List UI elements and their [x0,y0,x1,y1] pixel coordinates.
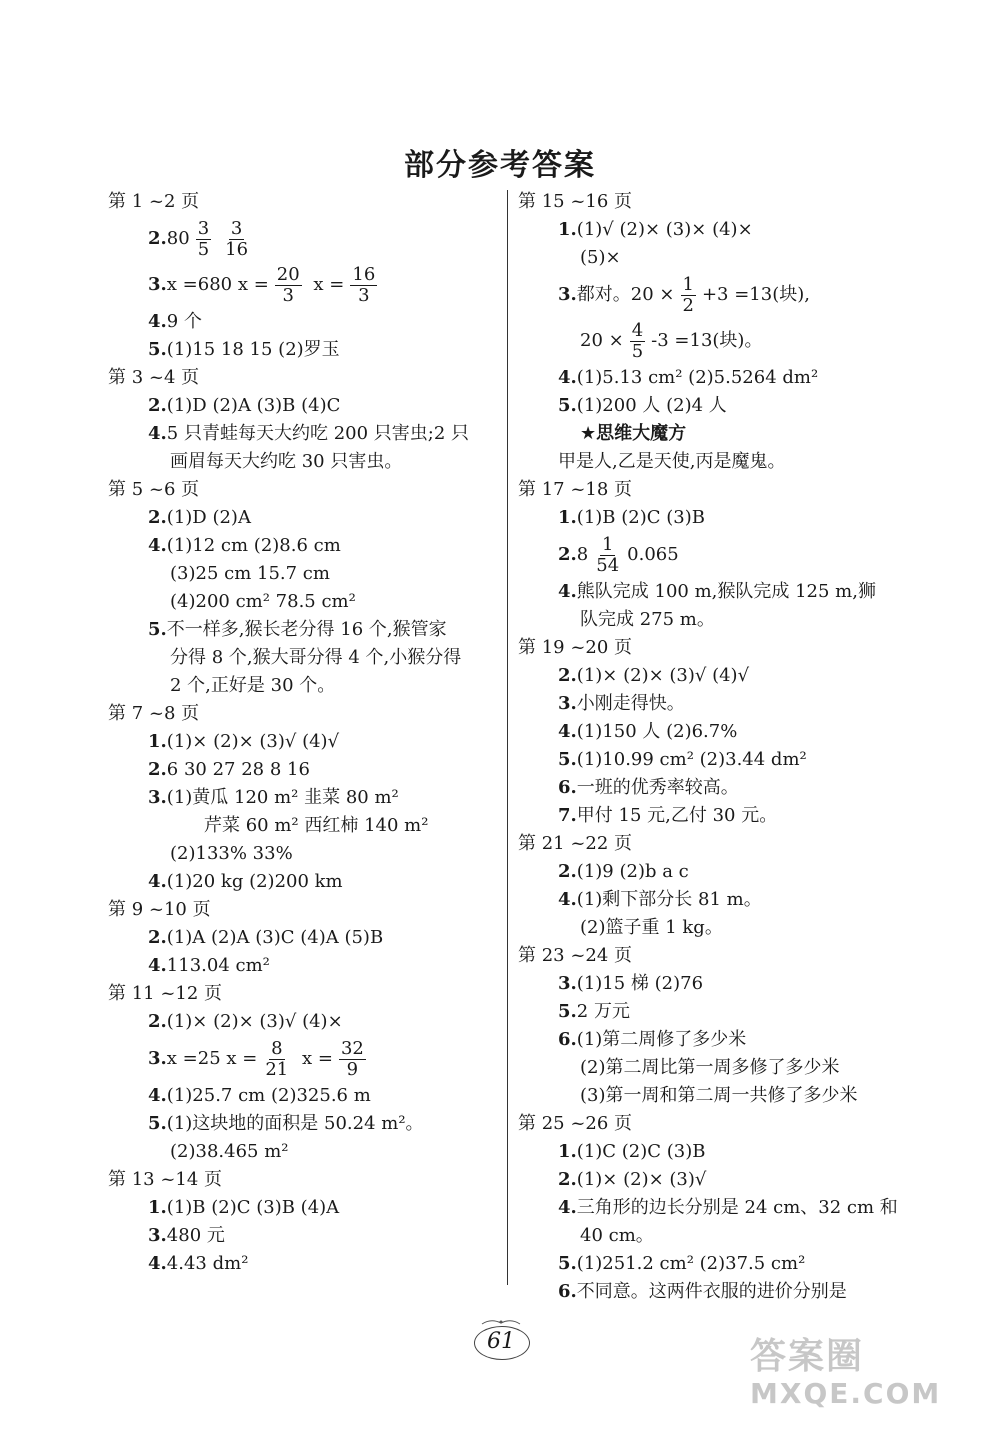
answer-line [518,578,918,606]
page-number: 61 [487,1329,515,1354]
answer-text: 5 只青蛙每天大约吃 200 只害虫;2 只 [166,423,470,444]
answer-text: (1)A (2)A (3)C (4)A (5)B [166,927,384,948]
answer-line [108,924,500,952]
section-heading: ★思维大魔方 [580,423,687,444]
answer-line [108,952,500,980]
answer-text: 8 [576,544,589,565]
question-number: 2. [148,927,167,948]
question-number: 3. [148,787,167,808]
answer-line [518,802,918,830]
answer-line [518,1166,918,1194]
answer-text: x =680 x = [166,274,269,295]
answer-line [108,1008,500,1036]
answer-text: (1)150 人 (2)6.7% [576,721,738,742]
numerator: 3 [230,217,243,239]
question-number: 4. [148,1253,167,1274]
answer-text: (1)第二周修了多少米 [576,1029,747,1050]
answer-text: 80 [166,228,190,249]
question-number: 5. [558,395,577,416]
answer-text: 都对。20 × [576,284,675,305]
answer-text: (1)B (2)C (3)B [576,507,705,528]
answer-line [108,336,500,364]
answer-line [518,216,918,244]
numerator: 20 [276,263,300,285]
question-number: 5. [558,1001,577,1022]
answer-line [108,1082,500,1110]
answer-line [108,1250,500,1278]
question-number: 2. [558,1169,577,1190]
answer-text: (1)10.99 cm² (2)3.44 dm² [576,749,807,770]
column-divider [507,190,508,1285]
answer-text: (1)剩下部分长 81 m。 [576,889,762,910]
fraction [275,265,302,306]
answer-text: (1)5.13 cm² (2)5.5264 dm² [576,367,819,388]
question-number: 2. [558,665,577,686]
question-number: 3. [558,284,577,305]
question-number: 4. [558,581,577,602]
answer-text: (1)C (2)C (3)B [576,1141,706,1162]
answer-line: (5)× [580,247,621,268]
question-number: 2. [558,544,577,565]
answer-line [518,1138,918,1166]
answer-text: (1)这块地的面积是 50.24 m²。 [166,1113,424,1134]
page-range-heading: 第 7 ~8 页 [108,703,200,724]
fraction [630,321,645,362]
question-number: 5. [148,1113,167,1134]
question-number: 6. [558,1281,577,1302]
answer-line [108,262,500,308]
page-range-heading: 第 5 ~6 页 [108,479,200,500]
answer-line: 分得 8 个,猴大哥分得 4 个,小猴分得 [170,647,462,668]
answer-line [518,718,918,746]
answer-text: x = [296,1048,333,1069]
question-number: 6. [558,1029,577,1050]
answer-line [108,728,500,756]
answer-line: 队完成 275 m。 [580,609,715,630]
answer-line: (3)第一周和第二周一共修了多少米 [580,1085,858,1106]
question-number: 2. [148,1011,167,1032]
question-number: 2. [148,228,167,249]
fraction [681,275,696,316]
answer-line [108,756,500,784]
answer-text: (1)× (2)× (3)√ (4)√ [576,665,750,686]
left-answer-column [108,188,500,1278]
question-number: 4. [148,311,167,332]
question-number: 3. [558,693,577,714]
answer-text: (1)25.7 cm (2)325.6 m [166,1085,371,1106]
numerator: 3 [197,217,210,239]
answer-text: (1)B (2)C (3)B (4)A [166,1197,340,1218]
question-number: 5. [148,339,167,360]
answer-text: x = [307,274,345,295]
answer-text: 不同意。这两件衣服的进价分别是 [576,1281,847,1302]
answer-text: +3 =13(块), [701,284,810,305]
answer-text: 三角形的边长分别是 24 cm、32 cm 和 [576,1197,898,1218]
page-range-heading: 第 15 ~16 页 [518,191,633,212]
answer-text: (1)251.2 cm² (2)37.5 cm² [576,1253,806,1274]
answer-line [518,1278,918,1306]
answer-line [108,868,500,896]
answer-line [518,998,918,1026]
denominator: 2 [682,294,694,316]
answer-text: (1)12 cm (2)8.6 cm [166,535,341,556]
answer-text: 0.065 [627,544,679,565]
page-range-heading: 第 17 ~18 页 [518,479,633,500]
question-number: 4. [148,955,167,976]
page-range-heading: 第 23 ~24 页 [518,945,633,966]
denominator: 21 [265,1058,289,1080]
answer-line: 画眉每天大约吃 30 只害虫。 [170,451,403,472]
answer-line: 40 cm。 [580,1225,654,1246]
fraction [196,219,211,260]
answer-text: 6 30 27 28 8 16 [166,759,310,780]
answer-line: (4)200 cm² 78.5 cm² [170,591,356,612]
question-number: 2. [148,759,167,780]
answer-line [108,532,500,560]
question-number: 4. [148,423,167,444]
question-number: 4. [148,535,167,556]
question-number: 7. [558,805,577,826]
page-number-badge [470,1318,532,1360]
question-number: 3. [148,1225,167,1246]
answer-line: 芹菜 60 m² 西红柿 140 m² [204,815,429,836]
numerator: 16 [352,263,376,285]
denominator: 5 [197,238,210,260]
answer-line [518,746,918,774]
answer-text: (1)D (2)A (3)B (4)C [166,395,341,416]
answer-line [108,784,500,812]
answer-line: (2)第二周比第一周多修了多少米 [580,1057,840,1078]
watermark [750,1336,960,1414]
answer-line [518,532,918,578]
answer-text: (1)× (2)× (3)√ (4)× [166,1011,343,1032]
question-number: 2. [148,507,167,528]
page-range-heading: 第 25 ~26 页 [518,1113,633,1134]
watermark-logo-text: 答案圈 [750,1336,865,1377]
question-number: 1. [558,1141,577,1162]
denominator: 54 [596,554,620,576]
answer-line: 2 个,正好是 30 个。 [170,675,336,696]
question-number: 3. [558,973,577,994]
answer-text: 一班的优秀率较高。 [576,777,739,798]
answer-line [518,272,918,318]
answer-line [108,1194,500,1222]
answer-line [108,308,500,336]
page-title: 部分参考答案 [404,148,596,183]
answer-line [518,504,918,532]
question-number: 1. [558,507,577,528]
answer-line [518,970,918,998]
answer-text: (1)√ (2)× (3)× (4)× [576,219,753,240]
answer-line [518,774,918,802]
answer-line [518,886,918,914]
answer-line: (2)133% 33% [170,843,293,864]
answer-line: (2)38.465 m² [170,1141,289,1162]
fraction [339,1039,366,1080]
denominator: 9 [346,1058,359,1080]
answer-line [518,1194,918,1222]
answer-line [108,1222,500,1250]
question-number: 1. [148,731,167,752]
numerator: 32 [340,1037,364,1059]
watermark-url: MXQE.COM [750,1377,942,1410]
answer-line: (2)篮子重 1 kg。 [580,917,723,938]
answer-line [108,1110,500,1138]
answer-line: (3)25 cm 15.7 cm [170,563,330,584]
question-number: 2. [148,395,167,416]
page-range-heading: 第 11 ~12 页 [108,983,223,1004]
answer-line [108,420,500,448]
answer-text: 9 个 [166,311,202,332]
right-answer-column [518,188,918,1306]
answer-text: 4.43 dm² [166,1253,249,1274]
fraction [223,219,250,260]
page-range-heading: 第 21 ~22 页 [518,833,633,854]
answer-text: (1)200 人 (2)4 人 [576,395,727,416]
question-number: 5. [558,749,577,770]
question-number: 4. [558,1197,577,1218]
answer-text: (1)× (2)× (3)√ (4)√ [166,731,340,752]
question-number: 4. [558,367,577,388]
answer-text: (1)15 梯 (2)76 [576,973,704,994]
answer-line [518,318,918,364]
question-number: 1. [148,1197,167,1218]
answer-text: (1)× (2)× (3)√ [576,1169,707,1190]
answer-text: x =25 x = [166,1048,258,1069]
answer-line [518,364,918,392]
answer-text: 甲付 15 元,乙付 30 元。 [576,805,778,826]
answer-text: 480 元 [166,1225,225,1246]
denominator: 3 [358,284,370,306]
answer-line [108,616,500,644]
answer-line [518,392,918,420]
page-range-heading: 第 3 ~4 页 [108,367,200,388]
answer-text: 小刚走得快。 [576,693,685,714]
question-number: 4. [558,721,577,742]
page-range-heading: 第 13 ~14 页 [108,1169,223,1190]
answer-text: 113.04 cm² [166,955,270,976]
question-number: 3. [148,1048,167,1069]
denominator: 3 [282,284,294,306]
question-number: 2. [558,861,577,882]
question-number: 3. [148,274,167,295]
question-number: 4. [558,889,577,910]
numerator: 1 [601,533,614,555]
answer-text: (1)15 18 15 (2)罗玉 [166,339,340,360]
answer-text: 熊队完成 100 m,猴队完成 125 m,狮 [576,581,876,602]
question-number: 1. [558,219,577,240]
answer-text: 不一样多,猴长老分得 16 个,猴管家 [166,619,447,640]
numerator: 8 [271,1037,283,1059]
question-number: 4. [148,1085,167,1106]
answer-text: 20 × [580,330,624,351]
answer-line [518,662,918,690]
answer-text: (1)黄瓜 120 m² 韭菜 80 m² [166,787,399,808]
answer-line [518,858,918,886]
page-range-heading: 第 19 ~20 页 [518,637,633,658]
answer-line [518,690,918,718]
fraction [350,265,377,306]
answer-line [518,1250,918,1278]
answer-text: (1)D (2)A [166,507,251,528]
ornament-icon [480,1318,522,1326]
answer-line: 甲是人,乙是天使,丙是魔鬼。 [558,451,786,472]
question-number: 5. [558,1253,577,1274]
answer-line [108,1036,500,1082]
answer-line [108,216,500,262]
fraction [594,535,621,576]
answer-text: (1)20 kg (2)200 km [166,871,343,892]
answer-text: (1)9 (2)b a c [576,861,689,882]
answer-line [108,392,500,420]
numerator: 1 [682,273,694,295]
answer-line [518,420,918,448]
answer-text: -3 =13(块)。 [651,330,763,351]
question-number: 4. [148,871,167,892]
page-range-heading: 第 1 ~2 页 [108,191,200,212]
answer-line [518,1026,918,1054]
fraction [263,1039,290,1080]
question-number: 5. [148,619,167,640]
denominator: 16 [225,238,249,260]
answer-line [108,504,500,532]
numerator: 4 [631,319,644,341]
denominator: 5 [631,340,644,362]
answer-text: 2 万元 [576,1001,630,1022]
page-range-heading: 第 9 ~10 页 [108,899,211,920]
question-number: 6. [558,777,577,798]
